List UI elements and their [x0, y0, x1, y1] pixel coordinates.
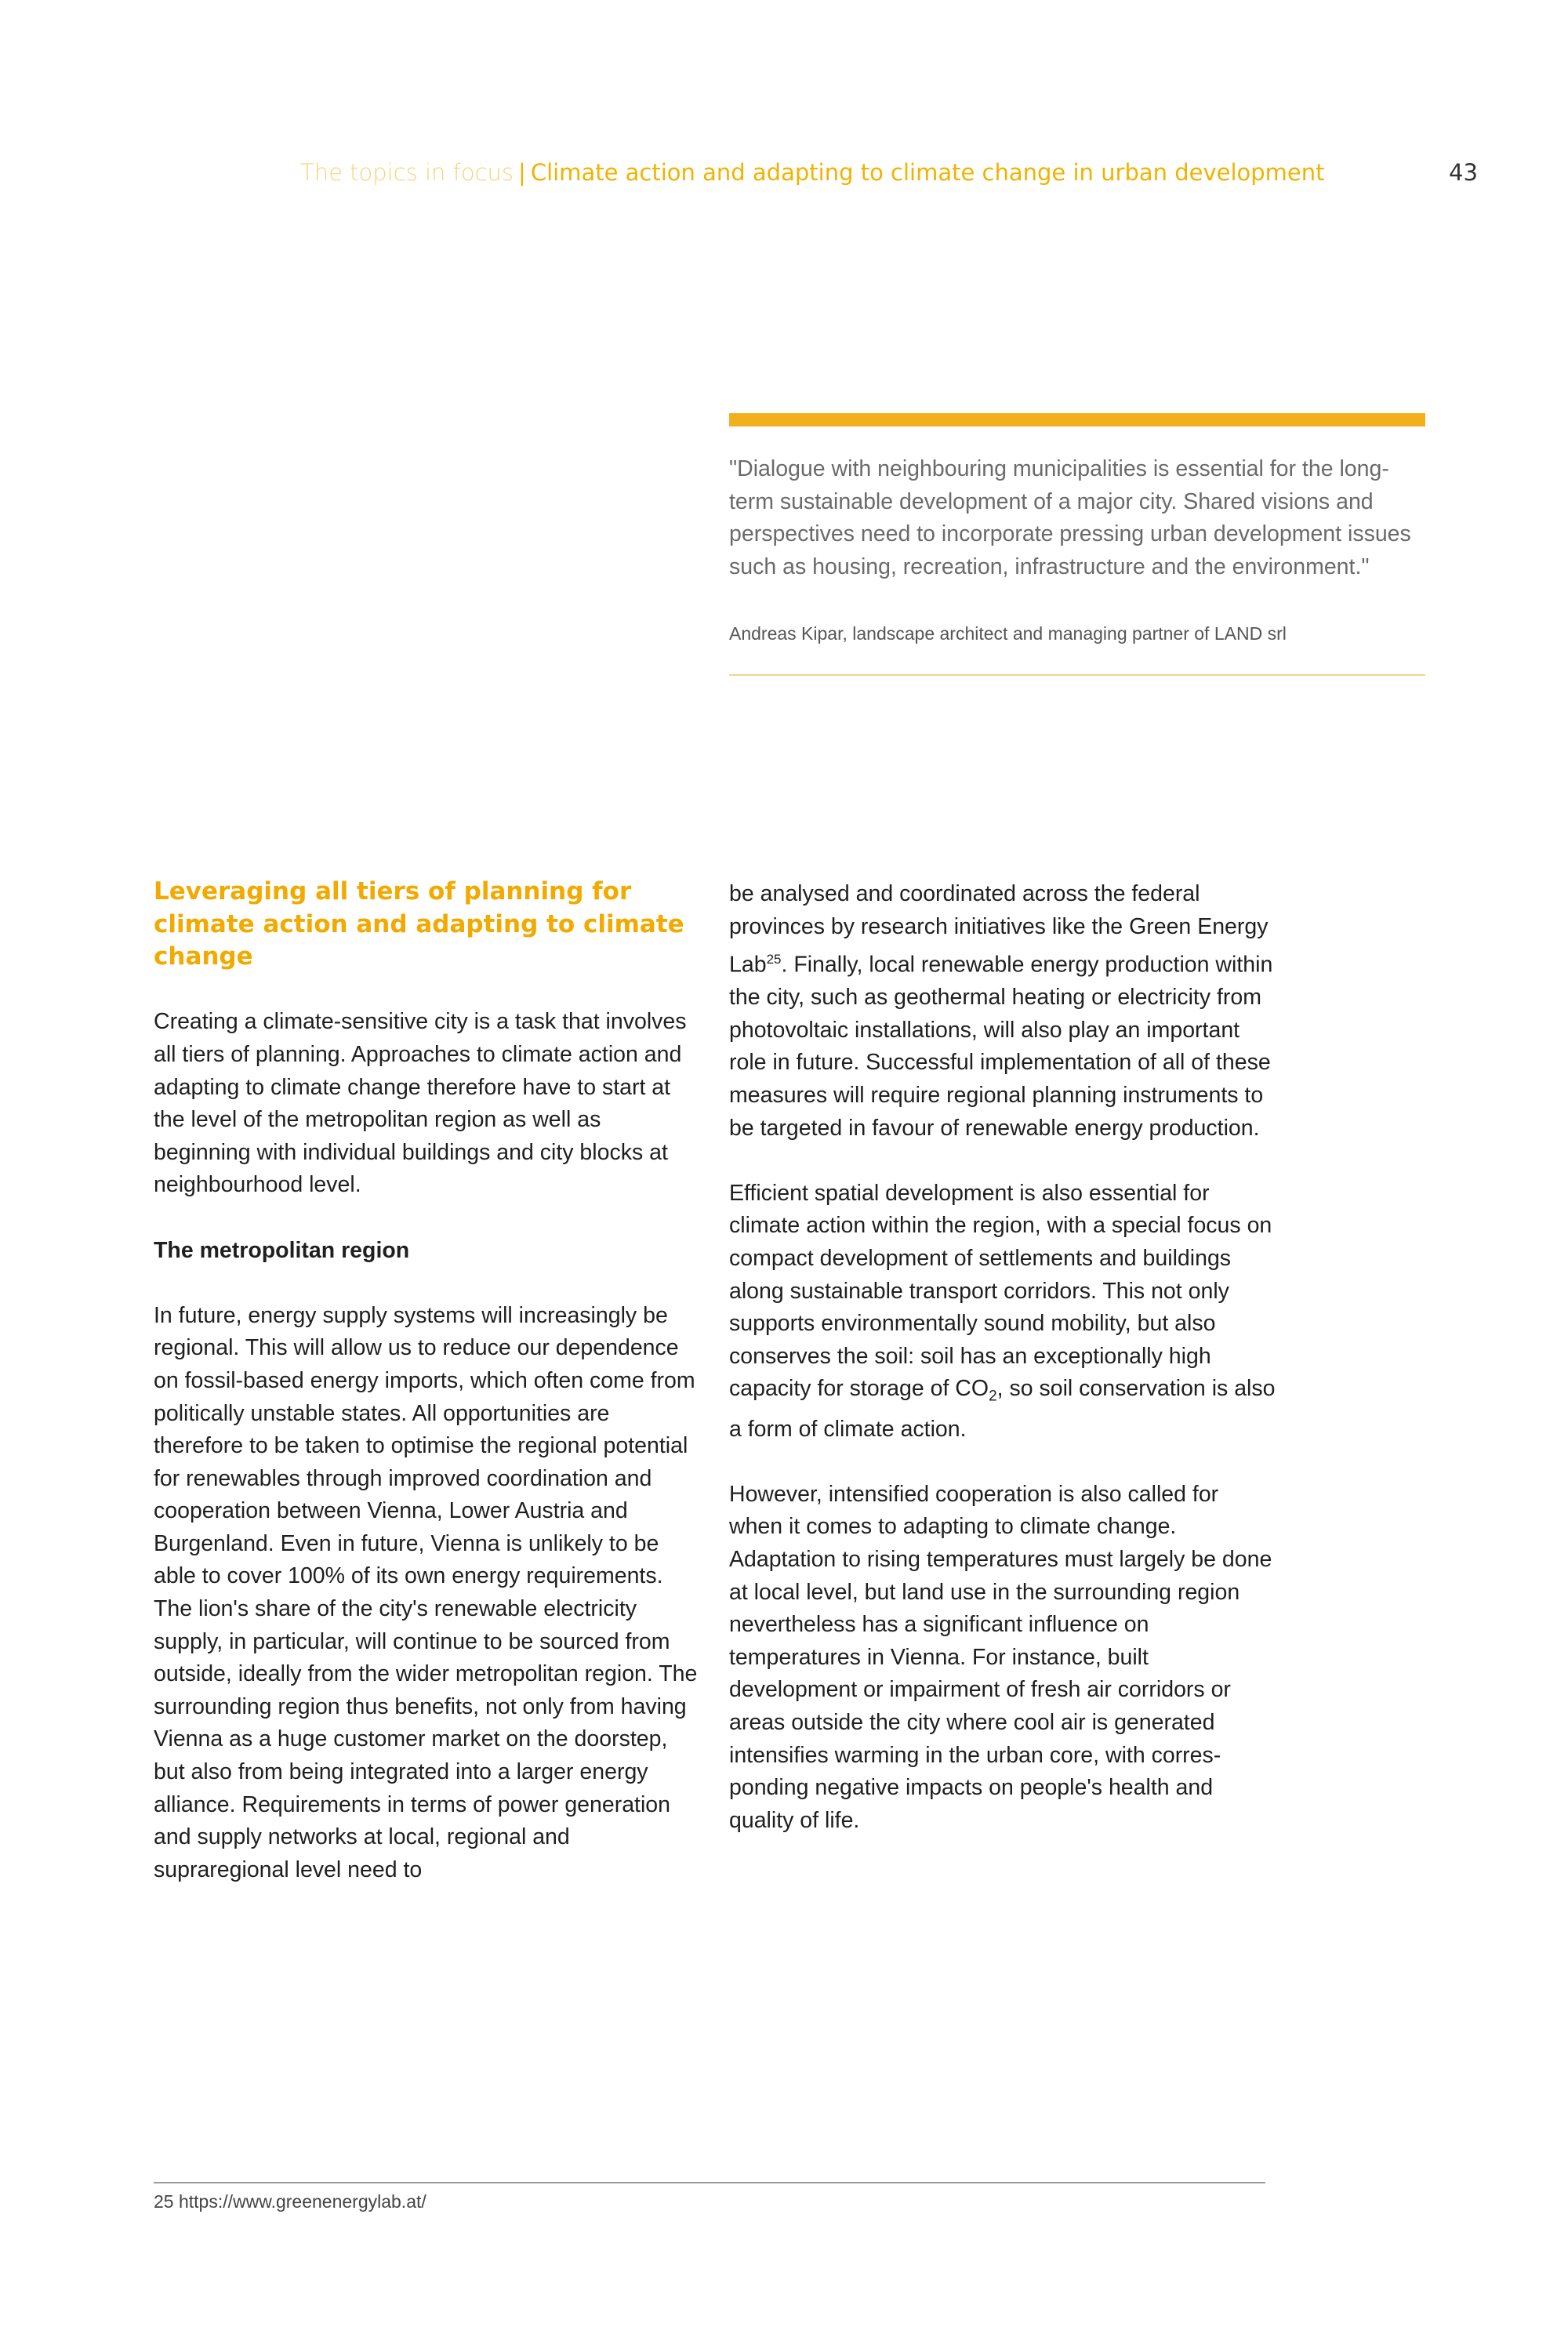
paragraph-energy-supply: In future, energy supply systems will increasingly be regional. This will allow us to reduce our dependence on fossil-based energy imports, which often come from politically unstable states. All opportunities are therefore to be taken to optimise the regional potential for renewables through improved coordination and cooperation between Vienna, Lower Austria and Burgenland. Even in future, Vienna is unlikely to be able to cover 100% of its own energy requirements. The lion's share of the city's renewable electricity supply, in particular, will continue to be sourced from outside, ideally from the wider metropolitan region. The surrounding region thus benefits, not only from having Vienna as a huge customer market on the doorstep, but also from being integrated into a larger energy alliance. Requirements in terms of power generation and supply networks at local, regional and supraregional level need to: [154, 1302, 698, 1882]
running-head-separator: |: [518, 159, 526, 186]
left-column: [154, 876, 702, 1919]
paragraph-continued: [729, 878, 1278, 1145]
footnote-link[interactable]: https://www.greenenergylab.at/: [178, 2191, 426, 2212]
paragraph-adaptation: However, intensified cooperation is also called for when it comes to adapting to climate change. Adaptation to rising temperatures must largely be done at local level, but land use in the surrounding region nevertheless has a significant influence on temperatures in Vienna. For instance, built development or impairment of fresh air corridors or areas outside the city where cool air is generated intensifies warming in the urban core, with corres-ponding negative impacts on people's health and quality of life.: [729, 1481, 1272, 1833]
paragraph-spatial-text-1: Efficient spatial development is also essential for climate action within the region, with a special focus on compact development of settlements and buildings along sustainable transport corridors. This not only supports environmentally sound mobility, but also conserves the soil: soil has an exceptionally high capacity for storage of CO: [729, 1180, 1272, 1402]
pullquote-accent-bar: [729, 413, 1425, 426]
page-number: 43: [1449, 159, 1478, 186]
right-column: [729, 878, 1278, 1870]
paragraph-continued-text-2: . Finally, local renewable energy production within the city, such as geothermal heating or electricity from photovoltaic installations, will also play an important role in future. Successful implementation of all of these measures will require regional planning instruments to be targeted in favour of renewable energy production.: [729, 952, 1273, 1141]
pullquote-attribution: Andreas Kipar, landscape architect and managing partner of LAND srl: [729, 623, 1287, 644]
section-heading: Leveraging all tiers of planning for climate action and adapting to climate change: [154, 877, 684, 971]
paragraph-spatial-development: [729, 1178, 1278, 1446]
running-head-chapter: Climate action and adapting to climate change in urban development: [530, 159, 1325, 186]
intro-paragraph: Creating a climate-sensitive city is a task that involves all tiers of planning. Approaches to climate action and adapting to climate change therefore have to start at the level of the metropolitan region as well as beginning with individual buildings and city blocks at neighbourhood level.: [154, 1009, 687, 1198]
subheading-metropolitan-region: The metropolitan region: [154, 1237, 410, 1263]
paragraph-spatial-text-2: , so soil conservation is also a form of climate action.: [729, 1376, 1276, 1442]
footnote-divider: [154, 2182, 1265, 2183]
footnote: [154, 2191, 426, 2212]
co2-subscript: 2: [989, 1388, 997, 1406]
pullquote-text: "Dialogue with neighbouring municipalities is essential for the long-term sustainable development of a major city. Shared visions and perspectives need to incorporate pressing urban development issues such as housing, recreation, infrastructure and the environment.": [729, 456, 1411, 579]
running-head-section: The topics in focus: [300, 159, 514, 186]
paragraph-continued-text-1: be analysed and coordinated across the federal provinces by research initiatives like the Green Energy Lab: [729, 881, 1269, 978]
footnote-reference[interactable]: 25: [766, 952, 782, 967]
pullquote-divider: [729, 674, 1425, 676]
running-head: [300, 159, 1325, 186]
footnote-number: 25: [154, 2191, 174, 2212]
